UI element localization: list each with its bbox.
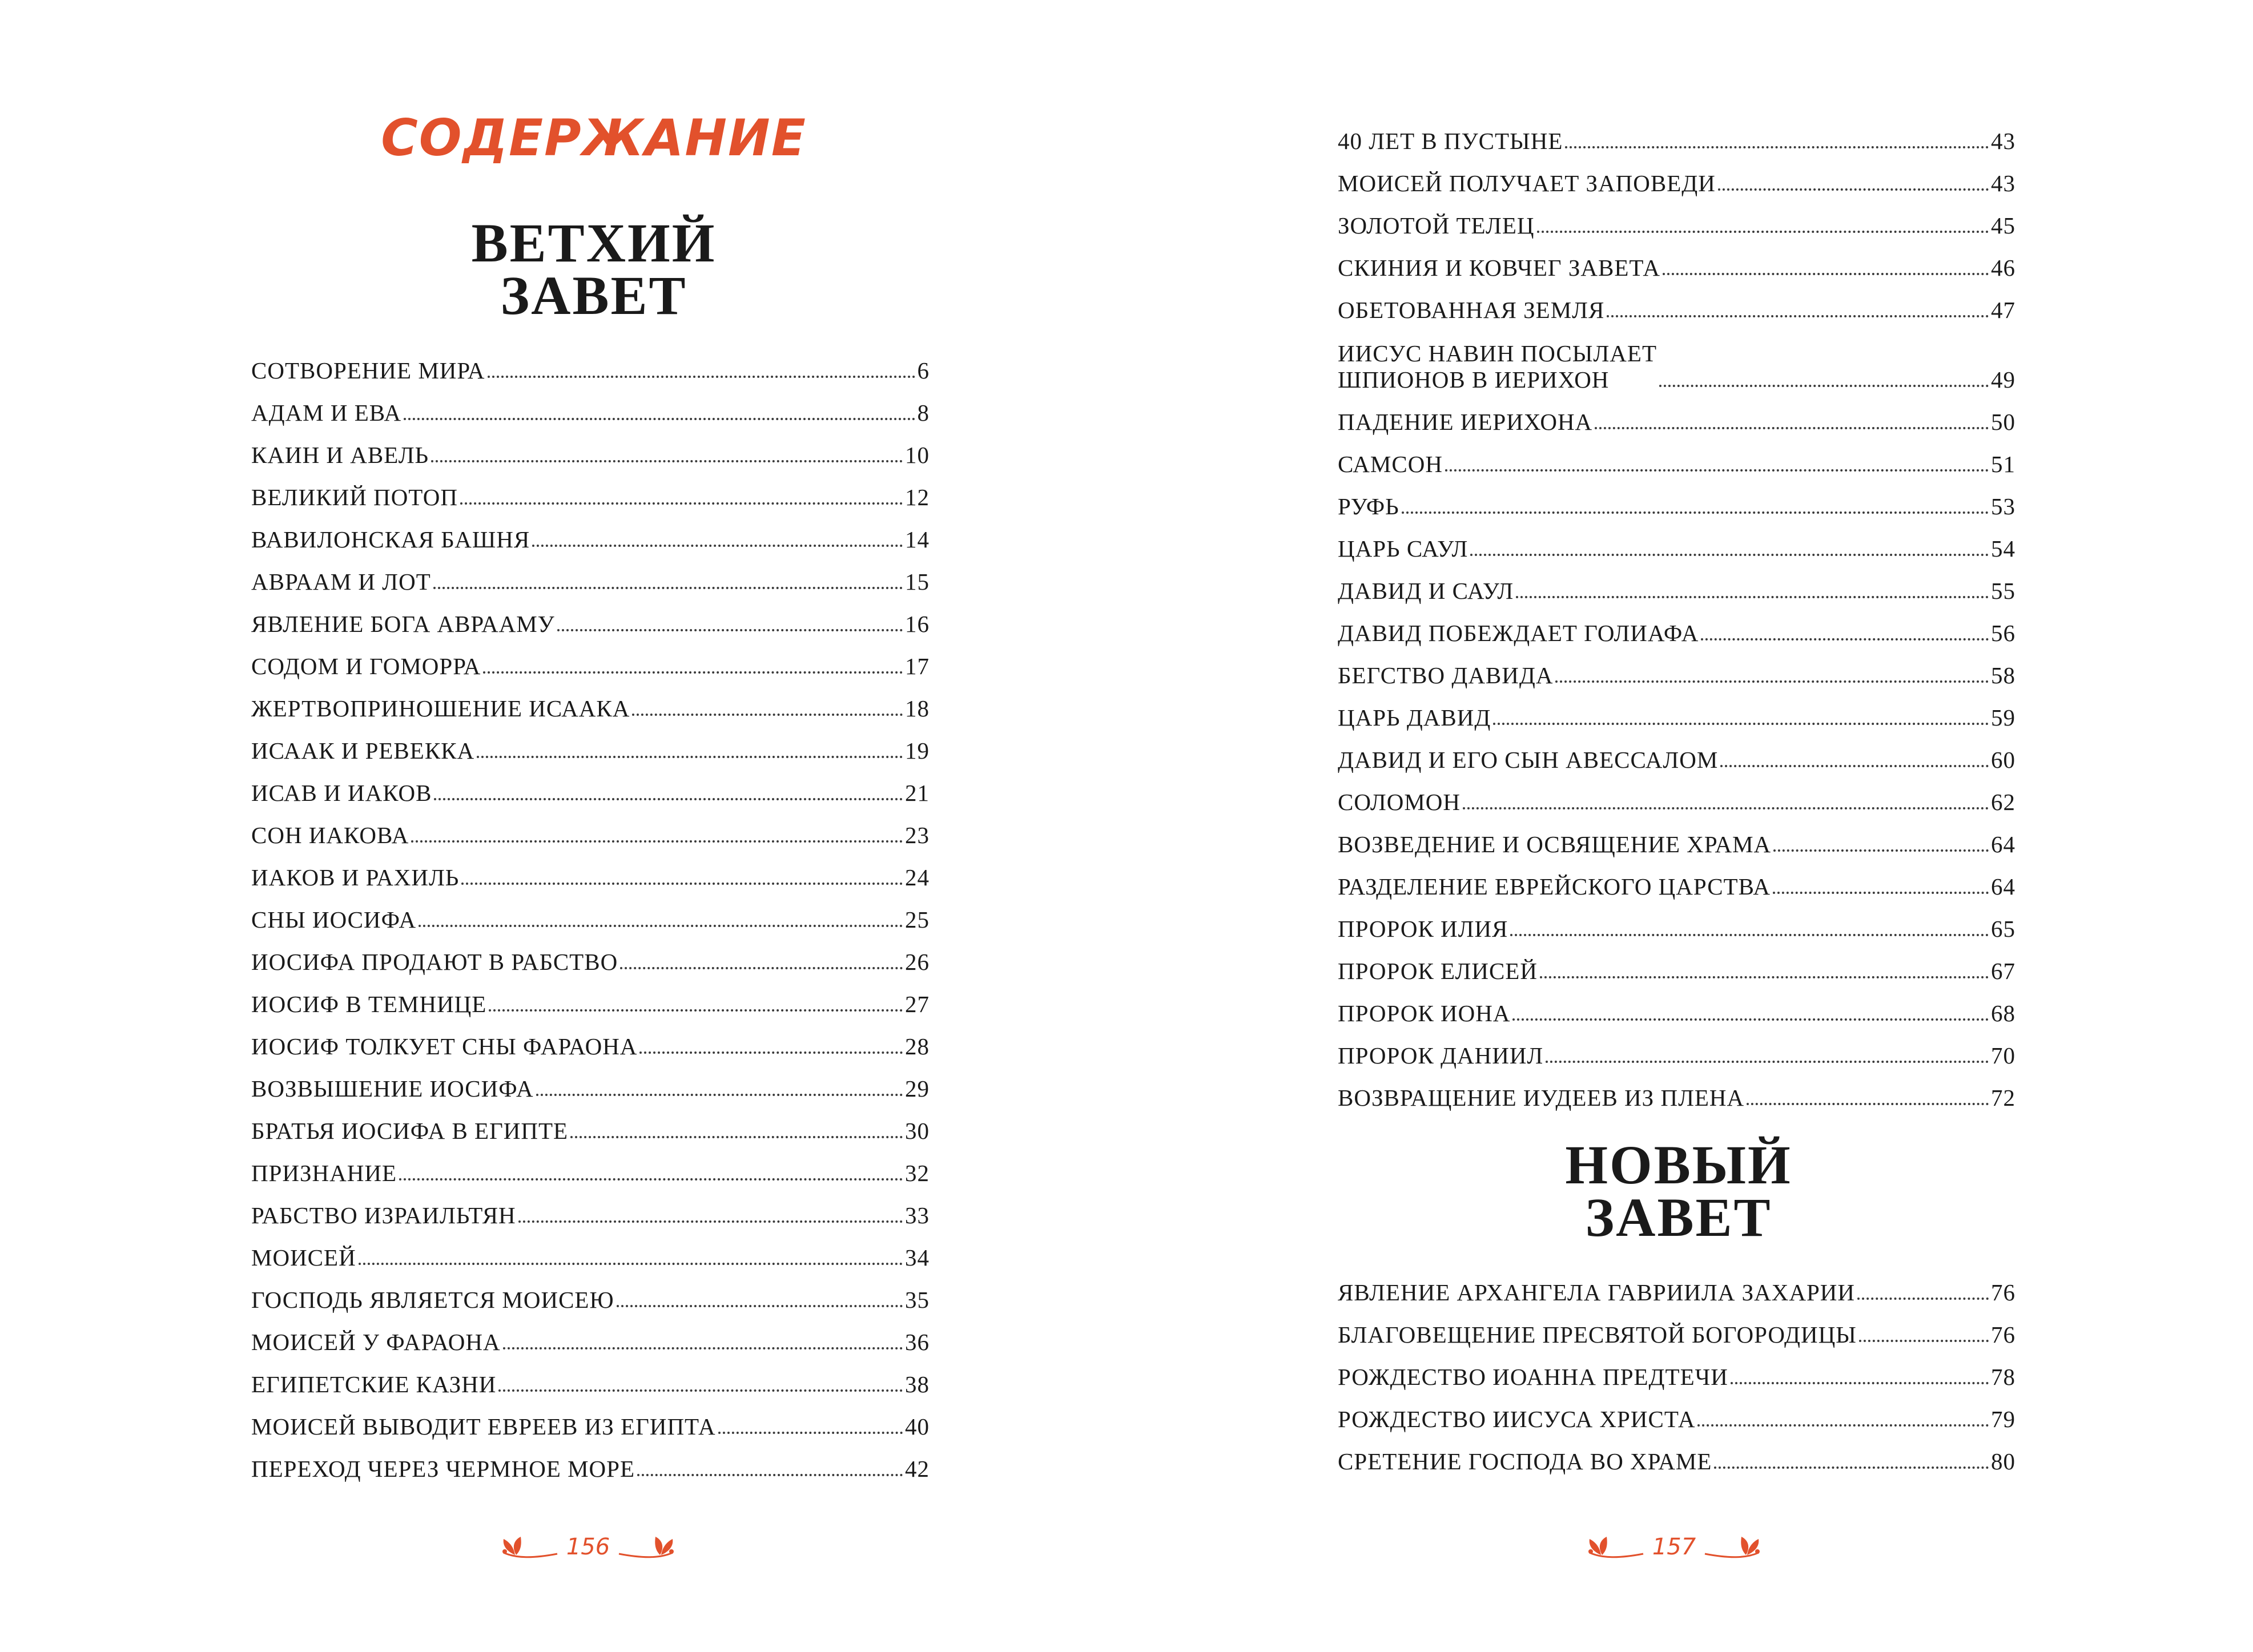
toc-entry-page-number: 78 <box>1991 1364 2015 1390</box>
toc-dot-leader <box>532 545 903 547</box>
toc-dot-leader <box>498 1389 903 1392</box>
old-testament-title <box>251 212 936 326</box>
toc-dot-leader <box>488 376 915 378</box>
toc-entry <box>1338 112 2015 154</box>
toc-entry <box>1338 1432 2015 1474</box>
toc-entry-title: РАЗДЕЛЕНИЕ ЕВРЕЙСКОГО ЦАРСТВА <box>1338 873 1771 900</box>
toc-dot-leader <box>1493 723 1989 725</box>
toc-dot-leader <box>434 798 903 800</box>
toc-entry-title: ВОЗВЕДЕНИЕ И ОСВЯЩЕНИЕ ХРАМА <box>1338 831 1772 857</box>
toc-dot-leader <box>1747 1103 1989 1105</box>
toc-dot-leader <box>1859 1340 1989 1342</box>
toc-dot-leader <box>637 1474 903 1476</box>
toc-dot-leader <box>359 1263 903 1265</box>
toc-entry-page-number: 30 <box>905 1118 930 1144</box>
toc-dot-leader <box>1537 231 1989 233</box>
toc-entry-page-number: 15 <box>905 569 930 595</box>
toc-dot-leader <box>431 460 903 462</box>
toc-list-new-testament <box>1338 1263 2015 1474</box>
toc-dot-leader <box>536 1094 903 1096</box>
toc-dot-leader <box>1697 1424 1989 1427</box>
toc-entry-page-number: 38 <box>905 1371 930 1397</box>
toc-dot-leader <box>404 418 915 420</box>
toc-entry-title: ЗОЛОТОЙ ТЕЛЕЦ <box>1338 212 1535 239</box>
toc-entry <box>251 806 930 848</box>
toc-entry <box>1338 1263 2015 1306</box>
toc-entry <box>1338 435 2015 477</box>
toc-entry-title: ЦАРЬ САУЛ <box>1338 535 1469 562</box>
toc-entry <box>251 1186 930 1228</box>
toc-entry-title: ВЕЛИКИЙ ПОТОП <box>251 484 458 510</box>
toc-entry-title: ЯВЛЕНИЕ АРХАНГЕЛА ГАВРИИЛА ЗАХАРИИ <box>1338 1279 1855 1306</box>
old-testament-title-line1: ВЕТХИЙ <box>471 212 717 273</box>
toc-dot-leader <box>1731 1382 1989 1384</box>
toc-dot-leader <box>1659 385 1989 387</box>
toc-dot-leader <box>1720 765 1989 767</box>
toc-dot-leader <box>411 840 903 843</box>
toc-entry-page-number: 27 <box>905 991 930 1017</box>
toc-entry-title: САМСОН <box>1338 451 1443 477</box>
toc-entry-title: ПРОРОК ИЛИЯ <box>1338 916 1508 942</box>
toc-entry <box>251 1397 930 1440</box>
contents-heading: СОДЕРЖАНИЕ <box>381 108 807 167</box>
toc-entry-title: РОЖДЕСТВО ИОАННА ПРЕДТЕЧИ <box>1338 1364 1728 1390</box>
toc-entry <box>1338 604 2015 646</box>
toc-entry-page-number: 55 <box>1991 578 2015 604</box>
toc-dot-leader <box>1555 680 1989 683</box>
toc-dot-leader <box>1546 1061 1989 1063</box>
toc-entry-page-number: 25 <box>905 906 930 933</box>
toc-entry <box>251 510 930 553</box>
toc-entry-page-number: 58 <box>1991 662 2015 688</box>
toc-entry-title: ИОСИФА ПРОДАЮТ В РАБСТВО <box>251 949 618 975</box>
toc-dot-leader <box>1565 146 1989 148</box>
toc-entry-page-number: 79 <box>1991 1406 2015 1432</box>
toc-entry <box>251 426 930 468</box>
toc-entry <box>251 848 930 891</box>
toc-entry-page-number: 51 <box>1991 451 2015 477</box>
toc-entry-title: СОТВОРЕНИЕ МИРА <box>251 357 485 384</box>
toc-entry-title: ПРИЗНАНИЕ <box>251 1160 397 1186</box>
toc-entry-page-number: 60 <box>1991 747 2015 773</box>
toc-dot-leader <box>620 967 903 969</box>
toc-entry-title: ДАВИД ПОБЕЖДАЕТ ГОЛИАФА <box>1338 620 1699 646</box>
toc-entry <box>251 595 930 637</box>
toc-entry-title: СОЛОМОН <box>1338 789 1461 815</box>
toc-entry-title: ИОСИФ ТОЛКУЕТ СНЫ ФАРАОНА <box>251 1033 638 1059</box>
toc-entry-title: ГОСПОДЬ ЯВЛЯЕТСЯ МОИСЕЮ <box>251 1287 614 1313</box>
new-testament-title <box>1336 1134 2021 1248</box>
toc-entry-page-number: 72 <box>1991 1085 2015 1111</box>
toc-entry-page-number: 12 <box>905 484 930 510</box>
toc-entry-page-number: 53 <box>1991 493 2015 519</box>
toc-dot-leader <box>1595 427 1989 429</box>
toc-dot-leader <box>489 1009 903 1012</box>
toc-dot-leader <box>1718 188 1989 191</box>
toc-entry-page-number: 36 <box>905 1329 930 1355</box>
toc-entry-page-number: 45 <box>1991 212 2015 239</box>
toc-dot-leader <box>1402 511 1989 514</box>
toc-dot-leader <box>1663 273 1989 275</box>
toc-entry <box>251 722 930 764</box>
toc-entry-page-number: 80 <box>1991 1448 2015 1474</box>
new-testament-title-line1: НОВЫЙ <box>1565 1134 1792 1195</box>
toc-dot-leader <box>557 629 903 631</box>
toc-dot-leader <box>477 756 903 758</box>
toc-entry-page-number: 19 <box>905 738 930 764</box>
toc-entry-title: АВРААМ И ЛОТ <box>251 569 431 595</box>
toc-dot-leader <box>1470 554 1989 556</box>
toc-entry-page-number: 49 <box>1991 366 2015 393</box>
toc-entry <box>1338 239 2015 281</box>
toc-entry <box>251 933 930 975</box>
toc-entry-title: БЕГСТВО ДАВИДА <box>1338 662 1554 688</box>
toc-dot-leader <box>1701 638 1989 640</box>
toc-entry <box>251 1440 930 1482</box>
toc-dot-leader <box>632 714 903 716</box>
toc-entry-page-number: 24 <box>905 864 930 891</box>
toc-entry <box>1338 900 2015 942</box>
leaf-flourish-icon <box>614 1530 677 1564</box>
toc-entry <box>1338 646 2015 688</box>
toc-entry-page-number: 47 <box>1991 297 2015 323</box>
toc-entry <box>1338 196 2015 239</box>
toc-entry-page-number: 17 <box>905 653 930 679</box>
toc-entry-page-number: 76 <box>1991 1279 2015 1306</box>
toc-entry-page-number: 56 <box>1991 620 2015 646</box>
toc-entry-title: МОИСЕЙ <box>251 1244 356 1271</box>
toc-entry-title: ИСАВ И ИАКОВ <box>251 780 432 806</box>
toc-entry-title: РОЖДЕСТВО ИИСУСА ХРИСТА <box>1338 1406 1696 1432</box>
toc-entry-title: РУФЬ <box>1338 493 1399 519</box>
left-page <box>0 0 1126 1652</box>
toc-entry <box>251 341 930 384</box>
toc-entry-page-number: 8 <box>917 400 930 426</box>
toc-entry-page-number: 14 <box>905 526 930 553</box>
toc-entry <box>1338 857 2015 900</box>
toc-dot-leader <box>460 502 903 505</box>
toc-list-old-testament-part2 <box>1338 112 2015 1111</box>
toc-dot-leader <box>399 1178 903 1180</box>
toc-entry-title: АДАМ И ЕВА <box>251 400 402 426</box>
toc-dot-leader <box>1773 849 1989 852</box>
toc-entry-title: ОБЕТОВАННАЯ ЗЕМЛЯ <box>1338 297 1605 323</box>
toc-entry-title: ЯВЛЕНИЕ БОГА АВРААМУ <box>251 611 555 637</box>
toc-entry-title: ВОЗВЫШЕНИЕ ИОСИФА <box>251 1075 534 1102</box>
toc-entry <box>251 637 930 679</box>
toc-entry-title: ВАВИЛОНСКАЯ БАШНЯ <box>251 526 530 553</box>
toc-entry-title: ПРОРОК ИОНА <box>1338 1000 1511 1026</box>
toc-entry-title: ВОЗВРАЩЕНИЕ ИУДЕЕВ ИЗ ПЛЕНА <box>1338 1085 1745 1111</box>
toc-entry-page-number: 29 <box>905 1075 930 1102</box>
toc-entry-page-number: 43 <box>1991 170 2015 196</box>
page-number-right <box>1588 1524 1760 1570</box>
toc-entry-title: ИСААК И РЕВЕККА <box>251 738 475 764</box>
toc-entry <box>251 1059 930 1102</box>
toc-entry-title: ЕГИПЕТСКИЕ КАЗНИ <box>251 1371 497 1397</box>
toc-entry-page-number: 6 <box>917 357 930 384</box>
toc-entry-page-number: 16 <box>905 611 930 637</box>
toc-entry <box>1338 281 2015 323</box>
toc-entry <box>251 1355 930 1397</box>
toc-entry-page-number: 33 <box>905 1202 930 1228</box>
toc-dot-leader <box>1512 1018 1989 1021</box>
toc-entry-title: 40 ЛЕТ В ПУСТЫНЕ <box>1338 128 1563 154</box>
toc-dot-leader <box>503 1347 903 1349</box>
toc-dot-leader <box>419 925 903 927</box>
toc-entry <box>1338 562 2015 604</box>
toc-entry-page-number: 76 <box>1991 1321 2015 1348</box>
toc-entry-page-number: 23 <box>905 822 930 848</box>
toc-entry <box>1338 1348 2015 1390</box>
toc-entry-page-number: 42 <box>905 1456 930 1482</box>
toc-dot-leader <box>461 883 903 885</box>
toc-entry <box>251 468 930 510</box>
old-testament-title-line2: ЗАВЕТ <box>500 265 687 326</box>
toc-entry-title: СНЫ ИОСИФА <box>251 906 417 933</box>
toc-dot-leader <box>1773 892 1989 894</box>
page-number-right-value: 157 <box>1652 1534 1696 1560</box>
toc-dot-leader <box>483 671 903 674</box>
toc-entry-title: МОИСЕЙ У ФАРАОНА <box>251 1329 501 1355</box>
toc-entry-page-number: 64 <box>1991 873 2015 900</box>
toc-entry <box>1338 942 2015 984</box>
toc-entry-page-number: 67 <box>1991 958 2015 984</box>
toc-dot-leader <box>1510 934 1989 936</box>
toc-entry-title: МОИСЕЙ ВЫВОДИТ ЕВРЕЕВ ИЗ ЕГИПТА <box>251 1413 716 1440</box>
toc-entry <box>251 679 930 722</box>
toc-dot-leader <box>433 587 903 589</box>
toc-dot-leader <box>570 1136 903 1138</box>
page-number-left-value: 156 <box>566 1534 610 1560</box>
toc-entry-page-number: 43 <box>1991 128 2015 154</box>
toc-entry-page-number: 35 <box>905 1287 930 1313</box>
toc-entry <box>251 764 930 806</box>
toc-entry-title: ПРОРОК ДАНИИЛ <box>1338 1042 1544 1069</box>
toc-dot-leader <box>1540 976 1989 978</box>
toc-entry <box>1338 984 2015 1026</box>
toc-entry <box>1338 773 2015 815</box>
toc-entry <box>1338 477 2015 519</box>
toc-entry-title: ИИСУС НАВИН ПОСЫЛАЕТ ШПИОНОВ В ИЕРИХОН <box>1338 340 1657 393</box>
toc-entry <box>251 553 930 595</box>
toc-entry-title: ЖЕРТВОПРИНОШЕНИЕ ИСААКА <box>251 695 630 722</box>
toc-entry-page-number: 59 <box>1991 704 2015 731</box>
toc-entry-page-number: 68 <box>1991 1000 2015 1026</box>
toc-entry <box>251 384 930 426</box>
toc-entry-page-number: 70 <box>1991 1042 2015 1069</box>
toc-entry <box>1338 323 2015 393</box>
toc-entry-page-number: 50 <box>1991 409 2015 435</box>
toc-entry <box>251 1102 930 1144</box>
toc-entry <box>251 1313 930 1355</box>
toc-entry-page-number: 34 <box>905 1244 930 1271</box>
toc-dot-leader <box>1463 807 1989 809</box>
leaf-flourish-icon <box>1585 1530 1648 1564</box>
toc-dot-leader <box>718 1432 903 1434</box>
toc-entry <box>251 1228 930 1271</box>
toc-entry-page-number: 64 <box>1991 831 2015 857</box>
toc-entry-title: СКИНИЯ И КОВЧЕГ ЗАВЕТА <box>1338 255 1661 281</box>
toc-list-old-testament-part1 <box>251 341 930 1482</box>
leaf-flourish-icon <box>499 1530 562 1564</box>
toc-entry-title: ИОСИФ В ТЕМНИЦЕ <box>251 991 487 1017</box>
toc-entry-page-number: 18 <box>905 695 930 722</box>
toc-entry-title: ИАКОВ И РАХИЛЬ <box>251 864 460 891</box>
toc-entry-title: ПЕРЕХОД ЧЕРЕЗ ЧЕРМНОЕ МОРЕ <box>251 1456 635 1482</box>
toc-dot-leader <box>1857 1298 1989 1300</box>
toc-entry-title: БРАТЬЯ ИОСИФА В ЕГИПТЕ <box>251 1118 569 1144</box>
toc-entry <box>251 1144 930 1186</box>
toc-entry <box>1338 815 2015 857</box>
toc-entry-title: СРЕТЕНИЕ ГОСПОДА ВО ХРАМЕ <box>1338 1448 1712 1474</box>
toc-dot-leader <box>1516 596 1989 598</box>
toc-entry-page-number: 46 <box>1991 255 2015 281</box>
toc-entry-page-number: 62 <box>1991 789 2015 815</box>
toc-entry-title: ДАВИД И САУЛ <box>1338 578 1514 604</box>
toc-dot-leader <box>1714 1466 1989 1469</box>
toc-entry <box>1338 393 2015 435</box>
toc-entry <box>251 891 930 933</box>
toc-entry-page-number: 21 <box>905 780 930 806</box>
toc-entry <box>1338 1306 2015 1348</box>
toc-entry <box>251 1017 930 1059</box>
toc-entry <box>1338 1390 2015 1432</box>
toc-entry <box>1338 731 2015 773</box>
toc-entry <box>251 1271 930 1313</box>
toc-dot-leader <box>639 1051 903 1054</box>
toc-dot-leader <box>617 1305 903 1307</box>
toc-dot-leader <box>1607 315 1989 317</box>
toc-entry <box>251 975 930 1017</box>
toc-entry <box>1338 519 2015 562</box>
toc-entry-page-number: 65 <box>1991 916 2015 942</box>
toc-dot-leader <box>518 1220 903 1223</box>
toc-entry-page-number: 32 <box>905 1160 930 1186</box>
toc-entry-title: ПРОРОК ЕЛИСЕЙ <box>1338 958 1538 984</box>
toc-entry-page-number: 28 <box>905 1033 930 1059</box>
leaf-flourish-icon <box>1700 1530 1763 1564</box>
toc-entry-title: ПАДЕНИЕ ИЕРИХОНА <box>1338 409 1593 435</box>
toc-entry-title: РАБСТВО ИЗРАИЛЬТЯН <box>251 1202 516 1228</box>
toc-entry <box>1338 154 2015 196</box>
toc-entry-title: ЦАРЬ ДАВИД <box>1338 704 1491 731</box>
page-number-left <box>502 1524 674 1570</box>
toc-entry-title: ДАВИД И ЕГО СЫН АВЕССАЛОМ <box>1338 747 1719 773</box>
toc-entry <box>1338 1069 2015 1111</box>
toc-entry-title: КАИН И АВЕЛЬ <box>251 442 429 468</box>
toc-entry-page-number: 10 <box>905 442 930 468</box>
toc-entry <box>1338 688 2015 731</box>
toc-entry-title: МОИСЕЙ ПОЛУЧАЕТ ЗАПОВЕДИ <box>1338 170 1716 196</box>
toc-dot-leader <box>1445 469 1989 472</box>
toc-entry-title: БЛАГОВЕЩЕНИЕ ПРЕСВЯТОЙ БОГОРОДИЦЫ <box>1338 1321 1857 1348</box>
toc-entry-page-number: 26 <box>905 949 930 975</box>
toc-entry-title: СОДОМ И ГОМОРРА <box>251 653 481 679</box>
toc-entry <box>1338 1026 2015 1069</box>
new-testament-title-line2: ЗАВЕТ <box>1585 1187 1772 1248</box>
toc-entry-title: СОН ИАКОВА <box>251 822 409 848</box>
toc-entry-page-number: 40 <box>905 1413 930 1440</box>
toc-entry-page-number: 54 <box>1991 535 2015 562</box>
